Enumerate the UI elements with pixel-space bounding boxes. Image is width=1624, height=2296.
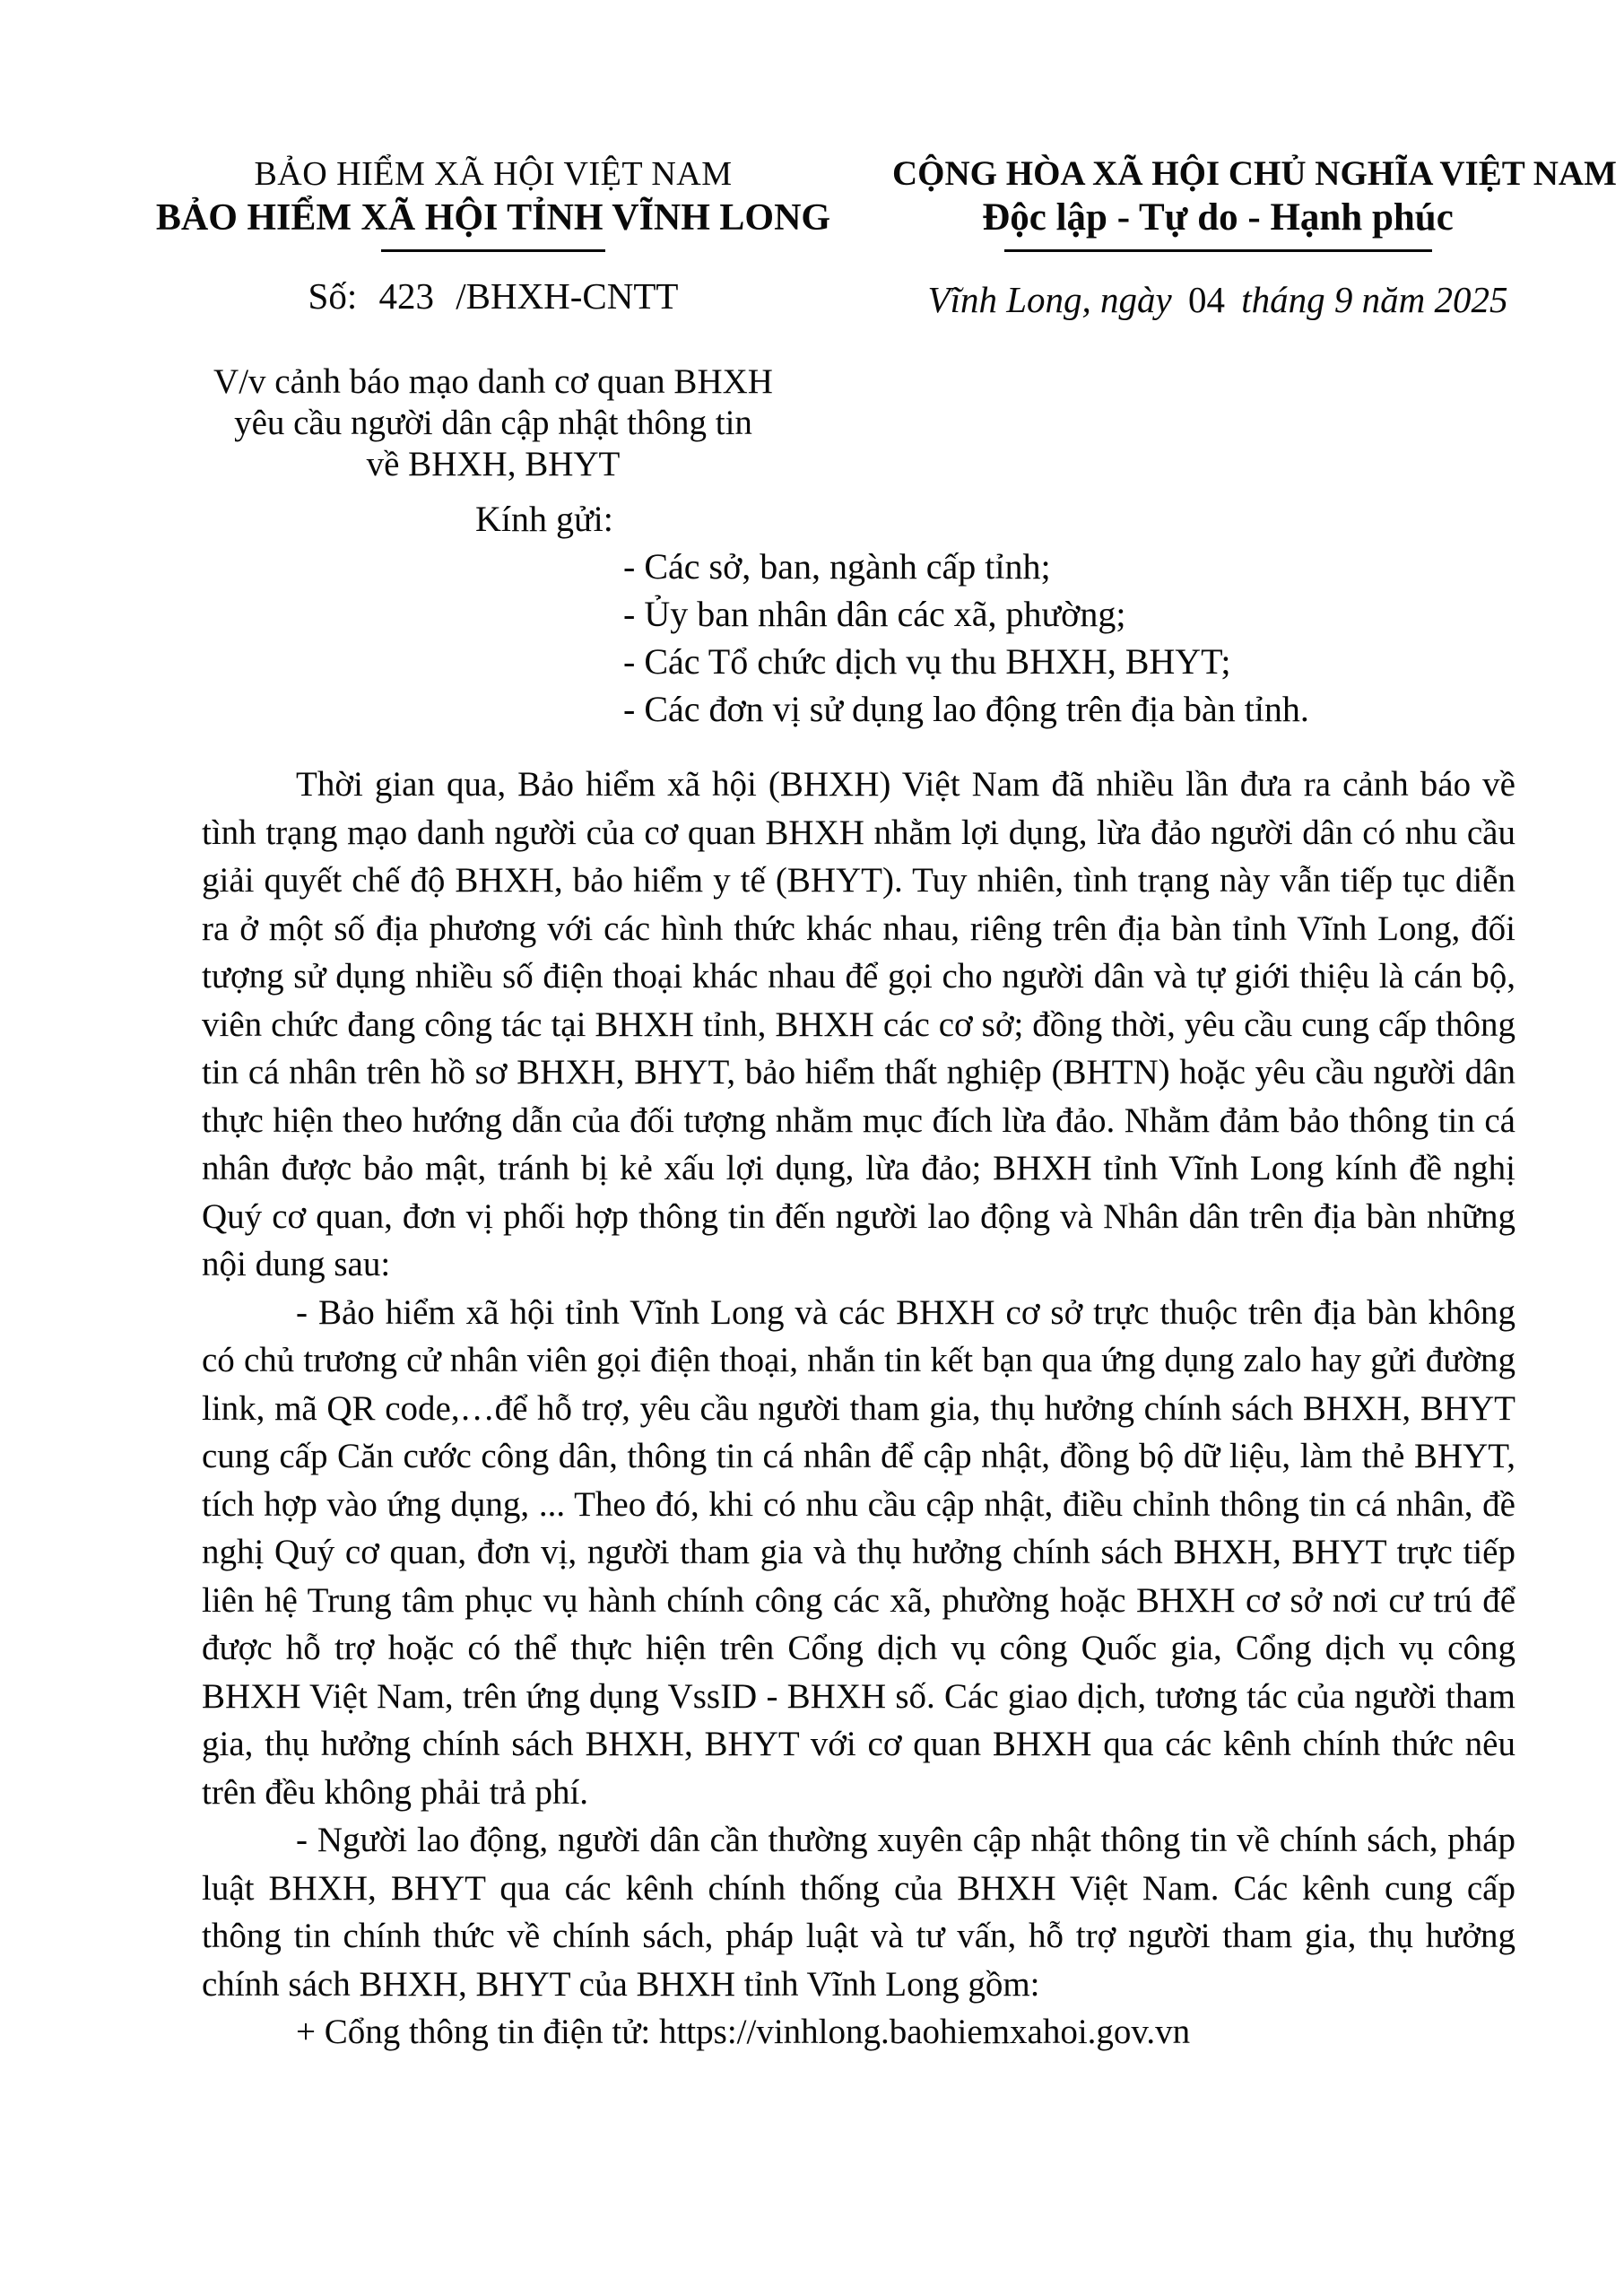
document-number-value: 423 [378,275,434,317]
national-header-block [892,152,1617,322]
national-name-line: CỘNG HÒA XÃ HỘI CHỦ NGHĨA VIỆT NAM [892,154,1617,193]
org-name-underline [381,249,605,252]
document-number-suffix: /BHXH-CNTT [456,275,679,317]
recipient-item: - Các Tổ chức dịch vụ thu BHXH, BHYT; [623,641,1231,682]
parent-org-name: BẢO HIỂM XÃ HỘI VIỆT NAM [254,155,733,193]
date-suffix: tháng 9 năm 2025 [1241,279,1508,320]
recipient-item: - Ủy ban nhân dân các xã, phường; [623,594,1126,634]
subject-line-1: V/v cảnh báo mạo danh cơ quan BHXH [213,362,773,401]
subject-line-2: yêu cầu người dân cập nhật thông tin [234,404,752,442]
salutation: Kính gửi: [475,499,613,539]
recipients-block [475,495,1309,733]
body-paragraph-intro: Thời gian qua, Bảo hiểm xã hội (BHXH) Việt Nam đã nhiều lần đưa ra cảnh báo về tình trạng mạo danh người của cơ quan BHXH nhằm lợi dụng, lừa đảo người dân có nhu cầu giải quyết chế độ BHXH, bảo hiểm y tế (BHYT). Tuy nhiên, tình trạng này vẫn tiếp tục diễn ra ở một số địa phương với các hình thức khác nhau, riêng trên địa bàn tỉnh Vĩnh Long, đối tượng sử dụng nhiều số điện thoại khác nhau để gọi cho người dân và tự giới thiệu là cán bộ, viên chức đang công tác tại BHXH tỉnh, BHXH các cơ sở; đồng thời, yêu cầu cung cấp thông tin cá nhân trên hồ sơ BHXH, BHYT, bảo hiểm thất nghiệp (BHTN) hoặc yêu cầu người dân thực hiện theo hướng dẫn của đối tượng nhằm mục đích lừa đảo. Nhằm đảm bảo thông tin cá nhân được bảo mật, tránh bị kẻ xấu lợi dụng, lừa đảo; BHXH tỉnh Vĩnh Long kính đề nghị Quý cơ quan, đơn vị phối hợp thông tin đến người lao động và Nhân dân trên địa bàn những nội dung sau: [202,765,1515,1283]
subject-line-3: về BHXH, BHYT [366,445,621,483]
recipient-list [623,543,1309,733]
motto-underline [1004,249,1432,252]
recipient-item: - Các đơn vị sử dụng lao động trên địa bàn tỉnh. [623,689,1309,729]
body-paragraph-official-channels: - Người lao động, người dân cần thường xuyên cập nhật thông tin về chính sách, pháp luật BHXH, BHYT qua các kênh chính thống của BHXH Việt Nam. Các kênh cung cấp thông tin chính thức về chính sách, pháp luật và tư vấn, hỗ trợ người tham gia, thụ hưởng chính sách BHXH, BHYT của BHXH tỉnh Vĩnh Long gồm: [202,1821,1515,2004]
date-line [892,277,1543,322]
issuing-org-block [135,152,852,485]
recipient-item: - Các sở, ban, ngành cấp tỉnh; [623,546,1051,587]
document-number-label: Số: [308,275,358,317]
document-number-line [135,274,852,318]
body-paragraph-no-staff-calls: - Bảo hiểm xã hội tỉnh Vĩnh Long và các BHXH cơ sở trực thuộc trên địa bàn không có chủ trương cử nhân viên gọi điện thoại, nhắn tin kết bạn qua ứng dụng zalo hay gửi đường link, mã QR code,…để hỗ trợ, yêu cầu người tham gia, thụ hưởng chính sách BHXH, BHYT cung cấp Căn cước công dân, thông tin cá nhân để cập nhật, đồng bộ dữ liệu, làm thẻ BHYT, tích hợp vào ứng dụng, ... Theo đó, khi có nhu cầu cập nhật, điều chỉnh thông tin cá nhân, đề nghị Quý cơ quan, đơn vị, người tham gia và thụ hưởng chính sách BHXH, BHYT trực tiếp liên hệ Trung tâm phục vụ hành chính công các xã, phường hoặc BHXH cơ sở nơi cư trú để được hỗ trợ hoặc có thể thực hiện trên Cổng dịch vụ công Quốc gia, Cổng dịch vụ công BHXH Việt Nam, trên ứng dụng VssID - BHXH số. Các giao dịch, tương tác của người tham gia, thụ hưởng chính sách BHXH, BHYT với cơ quan BHXH qua các kênh chính thức nêu trên đều không phải trả phí. [202,1292,1515,1812]
date-day-value: 04 [1187,279,1225,320]
document-body [202,761,1515,2057]
date-place-prefix: Vĩnh Long, ngày [927,279,1172,320]
national-motto-line: Độc lập - Tự do - Hạnh phúc [982,196,1454,239]
document-subject [135,361,852,485]
portal-url-line: + Cổng thông tin điện tử: https://vinhlong.baohiemxahoi.gov.vn [296,2013,1191,2051]
issuing-org-name: BẢO HIỂM XÃ HỘI TỈNH VĨNH LONG [155,197,831,239]
